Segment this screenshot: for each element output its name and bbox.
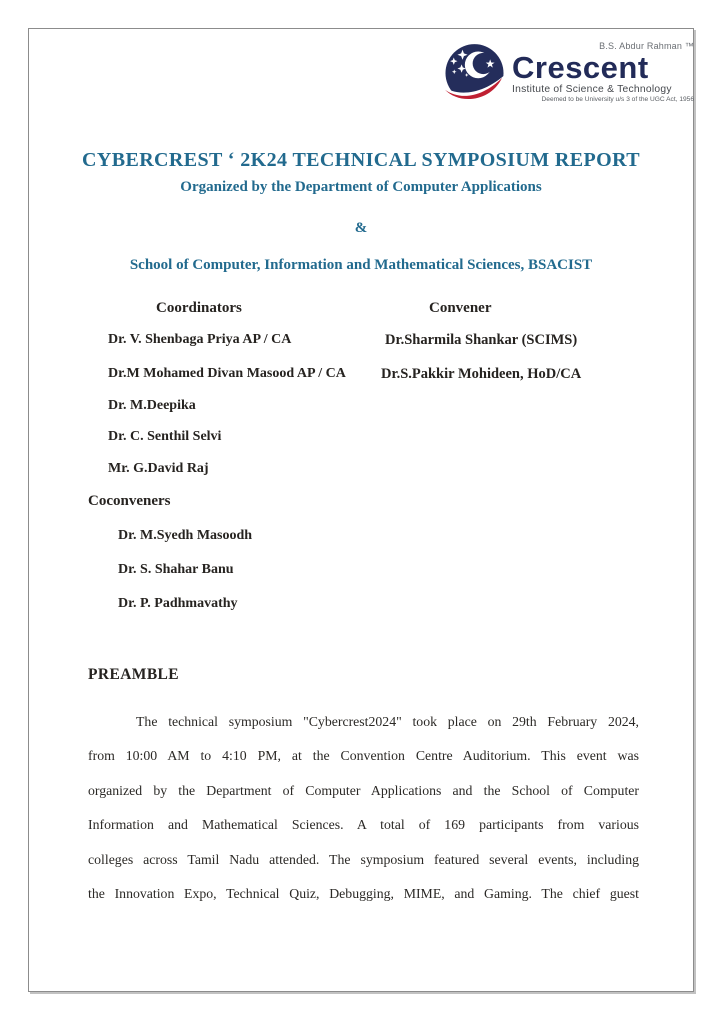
preamble-heading: PREAMBLE — [88, 666, 180, 683]
logo-institute: Institute of Science & Technology — [512, 84, 672, 95]
preamble-paragraph — [88, 705, 639, 911]
school-line: School of Computer, Information and Mathematical Sciences, BSACIST — [129, 257, 593, 273]
paragraph-line: organized by the Department of Computer Applications and the School of Computer — [88, 782, 639, 798]
report-page — [28, 28, 694, 992]
convener-name: Dr.S.Pakkir Mohideen, HoD/CA — [381, 366, 582, 382]
coordinator-name: Dr. M.Deepika — [108, 398, 196, 413]
coconvener-name: Dr. P. Padhmavathy — [118, 596, 238, 611]
coordinator-name: Dr. V. Shenbaga Priya AP / CA — [108, 332, 292, 347]
coconveners-heading: Coconveners — [88, 493, 171, 509]
crescent-emblem-icon — [442, 40, 507, 110]
ampersand: & — [354, 220, 368, 236]
paragraph-line: Information and Mathematical Sciences. A total of 169 participants from various — [88, 817, 639, 833]
convener-name: Dr.Sharmila Shankar (SCIMS) — [385, 332, 578, 348]
crescent-logo — [442, 40, 694, 110]
coordinator-name: Mr. G.David Raj — [108, 461, 209, 476]
paragraph-line: the Innovation Expo, Technical Quiz, Debugging, MIME, and Gaming. The chief guest — [88, 885, 639, 901]
logo-tagline: Deemed to be University u/s 3 of the UGC Act, 1956 — [541, 96, 694, 103]
coordinator-name: Dr.M Mohamed Divan Masood AP / CA — [108, 366, 346, 381]
paragraph-line: colleges across Tamil Nadu attended. The symposium featured several events, including — [88, 851, 639, 867]
coconvener-name: Dr. S. Shahar Banu — [118, 562, 234, 577]
report-title: CYBERCREST ‘ 2K24 TECHNICAL SYMPOSIUM REPORT — [82, 149, 640, 171]
coconvener-name: Dr. M.Syedh Masoodh — [118, 528, 253, 543]
coordinator-name: Dr. C. Senthil Selvi — [108, 429, 222, 444]
paragraph-line: from 10:00 AM to 4:10 PM, at the Convention Centre Auditorium. This event was — [88, 748, 639, 764]
paragraph-line: The technical symposium "Cybercrest2024" took place on 29th February 2024, — [136, 714, 639, 729]
logo-trademark: B.S. Abdur Rahman ™ — [599, 41, 694, 51]
convener-heading: Convener — [429, 300, 492, 316]
logo-brand: Crescent — [512, 50, 649, 85]
organized-by-line: Organized by the Department of Computer Applications — [180, 179, 542, 195]
coordinators-heading: Coordinators — [156, 300, 242, 316]
